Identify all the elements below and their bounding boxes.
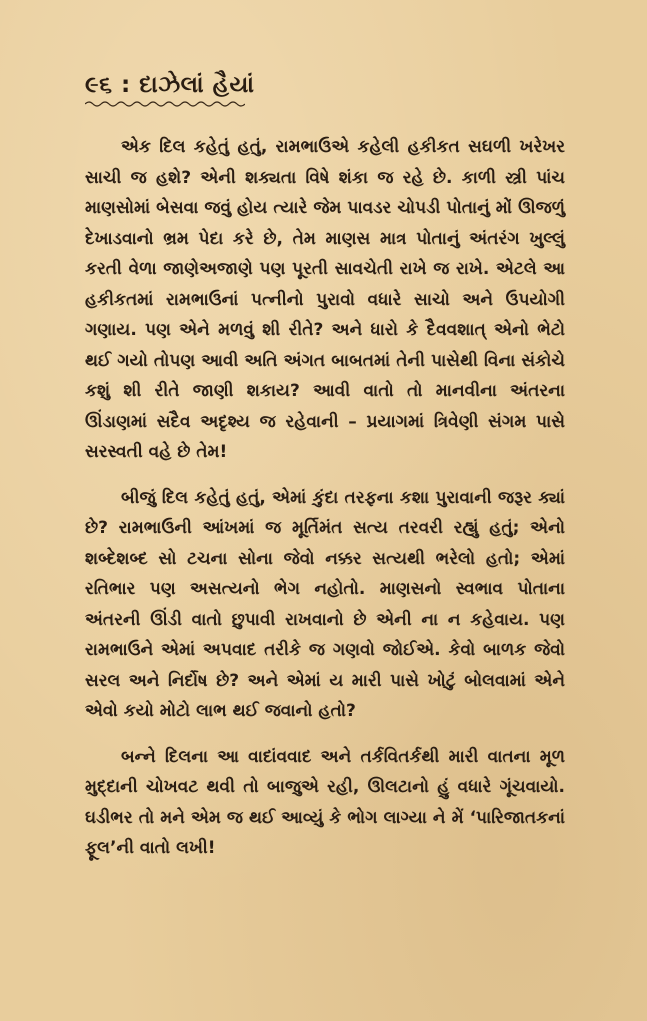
paragraph: બીજું દિલ કહેતું હતું, એમાં કુંદા તરફના કશા પુરાવાની જરૂર ક્યાં છે? રામભાઉની આંખમાં જ મૂર્તિમંત સત્ય તરવરી રહ્યું હતું; એનો શબ્દેશબ્દ સો ટચના સોના જેવો નક્કર સત્યથી ભરેલો હતો; એમાં રતિભાર પણ અસત્યનો ભેગ નહોતો. માણસનો સ્વભાવ પોતાના અંતરની ઊંડી વાતો છુપાવી રાખવાનો છે એની ના ન કહેવાય. પણ રામભાઉને એમાં અપવાદ તરીકે જ ગણવો જોઈએ. કેવો બાળક જેવો સરલ અને નિર્દોષ છે? અને એમાં ય મારી પાસે ખોટું બોલવામાં એને એવો કયો મોટો લાભ થઈ જવાનો હતો?	[85, 487, 565, 721]
page-body	[85, 132, 565, 879]
paragraph: એક દિલ કહેતું હતું, રામભાઉએ કહેલી હકીકત સઘળી ખરેખર સાચી જ હશે? એની શક્યતા વિષે શંકા જ રહે છે. કાળી સ્ત્રી પાંચ માણસોમાં બેસવા જવું હોય ત્યારે જેમ પાવડર ચોપડી પોતાનું મોં ઊજળું દેખાડવાનો ભ્રમ પેદા કરે છે, તેમ માણસ માત્ર પોતાનું અંતરંગ ખુલ્લું કરતી વેળા જાણેઅજાણે પણ પૂરતી સાવચેતી રાખે જ રાખે. એટલે આ હકીકતમાં રામભાઉનાં પત્નીનો પુરાવો વધારે સાચો અને ઉપયોગી ગણાય. પણ એને મળવું શી રીતે? અને ધારો કે દૈવવશાત્ એનો ભેટો થઈ ગયો તોપણ આવી અતિ અંગત બાબતમાં તેની પાસેથી વિના સંકોચે કશું શી રીતે જાણી શકાય? આવી વાતો તો માનવીના અંતરના ઊંડાણમાં સદૈવ અદૃશ્ય જ રહેવાની – પ્રયાગમાં ત્રિવેણી સંગમ પાસે સરસ્વતી વહે છે તેમ!	[85, 137, 565, 462]
paragraph: બન્ને દિલના આ વાદાંવવાદ અને તર્કવિતર્કથી મારી વાતના મૂળ મુદ્દાની ચોખવટ થવી તો બાજુએ રહી, ઊલટાનો હું વધારે ગૂંચવાયો. ઘડીભર તો મને એમ જ થઈ આવ્યું કે ભોગ લાગ્યા ને મેં ‘પારિજાતકનાં ફૂલ’ની વાતો લખી!	[85, 746, 565, 858]
page-number-and-title: ૯૬ : દાઝેલાં હૈયાં	[85, 72, 255, 98]
page-header	[85, 72, 255, 108]
wavy-underline-icon	[85, 100, 245, 108]
